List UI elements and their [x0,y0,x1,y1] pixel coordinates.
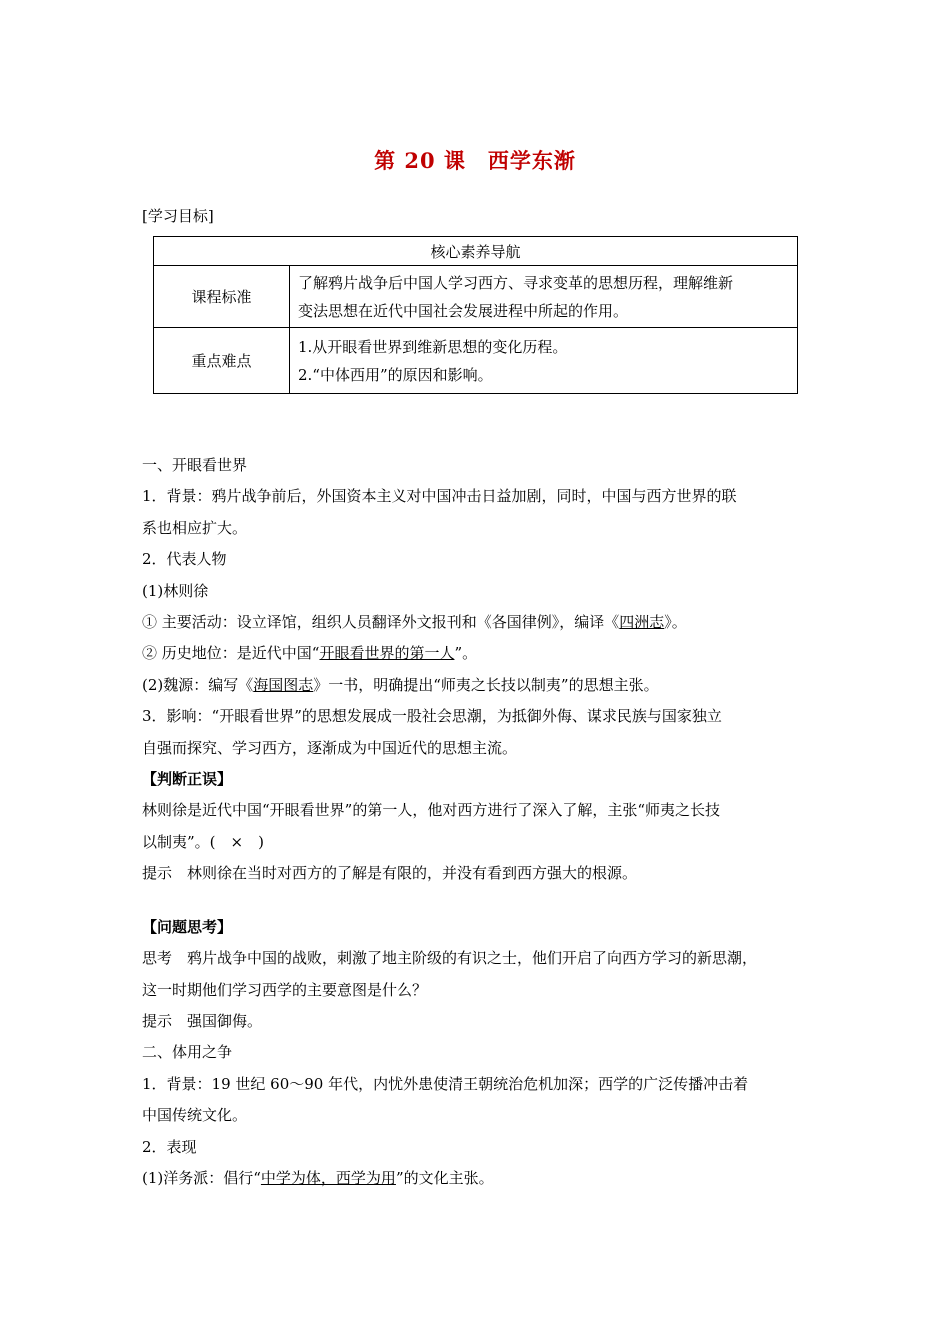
s1-lin-status [142,638,818,669]
row-label-standard: 课程标准 [154,266,290,328]
judge-label: 【判断正误】 [142,770,233,789]
keypoint-line-1: 1.从开眼看世界到维新思想的变化历程。 [298,337,568,356]
underlined-term: 海国图志 [253,675,314,694]
judge-tip: 提示 林则徐在当时对西方的了解是有限的，并没有看到西方强大的根源。 [142,864,638,883]
row-content-standard [290,266,798,328]
text-segment: ② 历史地位：是近代中国“ [142,644,320,663]
s1-lin-activities [142,607,818,638]
text-segment: 》一书，明确提出“师夷之长技以制夷”的思想主张。 [313,675,659,694]
row-label-keypoints: 重点难点 [154,328,290,394]
core-literacy-table [153,236,798,394]
standard-line-1: 了解鸦片战争后中国人学习西方、寻求变革的思想历程，理解维新 [298,273,734,292]
underlined-term: 开眼看世界的第一人 [319,644,455,663]
learning-goals-label: [学习目标] [142,207,214,225]
text-segment: ”的文化主张。 [395,1168,494,1187]
s2-westernization [142,1163,818,1194]
row-content-keypoints [290,328,798,394]
section2-heading: 二、体用之争 [142,1043,233,1062]
think-question-line-1: 思考 鸦片战争中国的战败，刺激了地主阶级的有识之士，他们开启了向西方学习的新思潮， [142,949,758,968]
page-title: 第 20 课 西学东渐 [374,148,576,173]
judge-question-line-1: 林则徐是近代中国“开眼看世界”的第一人，他对西方进行了深入了解，主张“师夷之长技 [142,801,721,820]
judge-question-line-2: 以制夷”。( × ) [142,832,264,851]
text-segment: ”。 [454,644,478,663]
s1-influence-line-2: 自强而探究、学习西方，逐渐成为中国近代的思想主流。 [142,738,518,757]
document-body [142,450,818,1194]
s1-lin-zexu: (1)林则徐 [142,581,209,600]
s2-manifestation: 2．表现 [142,1137,197,1156]
text-segment: ① 主要活动：设立译馆，组织人员翻译外文报刊和《各国律例》，编译《 [142,613,620,632]
text-segment: 》。 [664,613,687,632]
spacer [142,890,818,912]
s1-representatives: 2．代表人物 [142,550,227,569]
s1-background-line-1: 1．背景：鸦片战争前后，外国资本主义对中国冲击日益加剧，同时，中国与西方世界的联 [142,487,737,506]
s1-wei-yuan [142,670,818,701]
s2-background-line-2: 中国传统文化。 [142,1106,248,1125]
think-tip: 提示 强国御侮。 [142,1011,263,1030]
think-label: 【问题思考】 [142,917,233,936]
think-question-line-2: 这一时期他们学习西学的主要意图是什么？ [142,980,428,999]
text-segment: (1)洋务派：倡行“ [142,1168,261,1187]
keypoint-line-2: 2.“中体西用”的原因和影响。 [298,365,493,384]
standard-line-2: 变法思想在近代中国社会发展进程中所起的作用。 [298,301,629,320]
underlined-term: 四洲志 [619,613,665,632]
s1-background-line-2: 系也相应扩大。 [142,518,248,537]
s1-influence-line-1: 3．影响：“开眼看世界”的思想发展成一股社会思潮，为抵御外侮、谋求民族与国家独立 [142,707,722,726]
text-segment: (2)魏源：编写《 [142,675,254,694]
s2-background-line-1: 1．背景：19 世纪 60～90 年代，内忧外患使清王朝统治危机加深；西学的广泛传播冲击着 [142,1074,749,1093]
underlined-term: 中学为体，西学为用 [260,1168,396,1187]
table-header: 核心素养导航 [154,237,798,266]
section1-heading: 一、开眼看世界 [142,456,248,474]
